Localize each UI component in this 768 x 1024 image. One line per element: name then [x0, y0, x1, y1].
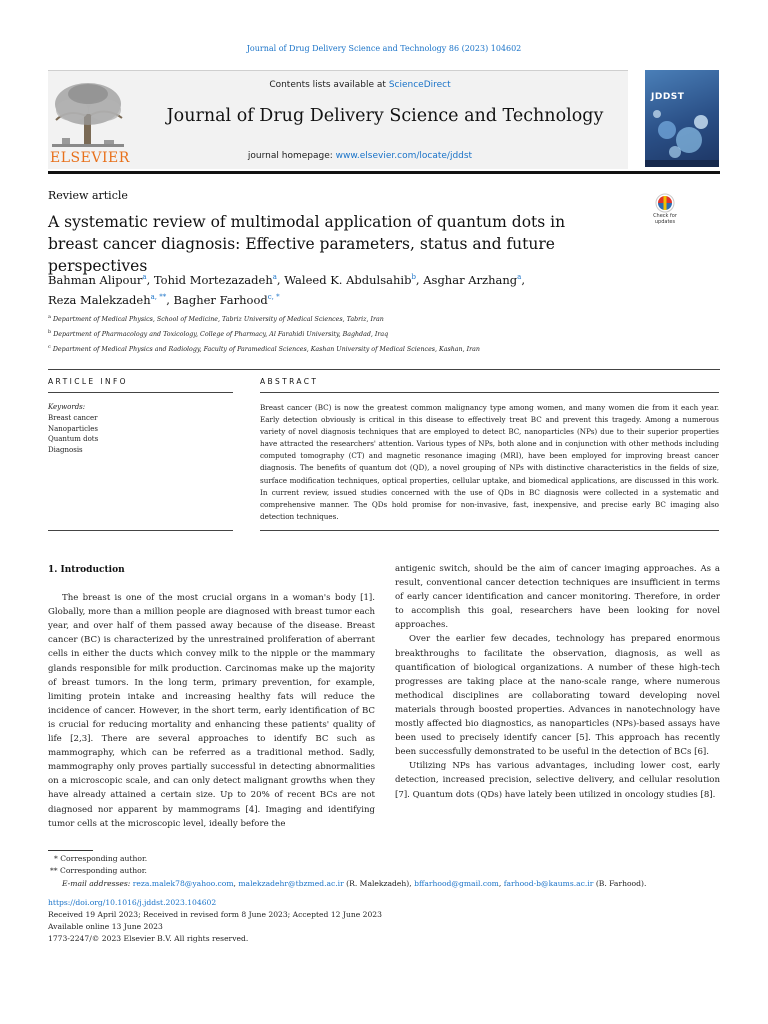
email-link[interactable]: reza.malek78@yahoo.com [132, 878, 234, 888]
affiliations [48, 311, 648, 356]
abstract-bottom-rule [260, 530, 719, 531]
body-paragraph: Utilizing NPs has various advantages, including lower cost, early detection, increased precision, selective delivery, and cellular resolution [7]. Quantum dots (QDs) have lately been utilized in oncology studies [8]. [395, 761, 720, 800]
publication-info [48, 897, 720, 945]
affiliation-item [48, 311, 648, 326]
author-affiliation-mark[interactable]: a [517, 273, 522, 281]
footnote-corresponding-1: * Corresponding author. [54, 854, 148, 863]
article-info-heading: ARTICLE INFO [48, 377, 128, 386]
affiliation-key: c [48, 344, 51, 351]
body-paragraph: antigenic switch, should be the aim of cancer imaging approaches. As a result, conventional cancer detection techniques are insufficient in terms of early cancer identification and cancer monitoring. Therefore, in order to accomplish this goal, researchers have been looking for novel approaches. [395, 564, 720, 631]
keywords-block [48, 402, 228, 456]
journal-homepage-line [160, 151, 560, 161]
footnote-emails: E-mail addresses: reza.malek78@yahoo.com, malekzadehr@tbzmed.ac.ir (R. Malekzadeh), bffarhood@gmail.com, farhood-b@kaums.ac.ir (B. Farhood). [62, 878, 647, 888]
keyword-item: Quantum dots [48, 435, 99, 444]
email-owner: (R. Malekzadeh), [346, 878, 412, 888]
footnote-corresponding-2: ** Corresponding author. [50, 866, 147, 876]
author-name[interactable]: Tohid Mortezazadeh [153, 272, 273, 287]
abstract-rule [260, 392, 719, 393]
masthead-rule [48, 171, 720, 174]
journal-title: Journal of Drug Delivery Science and Technology [166, 106, 604, 126]
doi-link[interactable]: https://doi.org/10.1016/j.jddst.2023.104602 [48, 898, 217, 907]
author-affiliation-mark[interactable]: a [142, 273, 147, 281]
body-right-column [395, 562, 720, 802]
email-label: E-mail addresses: [62, 878, 131, 888]
author-affiliation-mark[interactable]: a [272, 273, 277, 281]
body-left-column [48, 563, 375, 831]
sciencedirect-link[interactable]: ScienceDirect [388, 80, 451, 90]
article-title: A systematic review of multimodal application of quantum dots in breast cancer diagnosis: Effective parameters, status and future perspectives [48, 213, 566, 275]
author-separator: , [415, 272, 424, 287]
footnote-rule [48, 850, 93, 851]
elsevier-wordmark: ELSEVIER [50, 150, 130, 166]
email-link[interactable]: malekzadehr@tbzmed.ac.ir [238, 878, 344, 888]
author-affiliation-mark[interactable]: b [411, 273, 416, 281]
available-online: Available online 13 June 2023 [48, 922, 163, 931]
section-divider [48, 369, 720, 370]
author-name[interactable]: Asghar Arzhang [423, 272, 518, 287]
body-paragraph: The breast is one of the most crucial organs in a woman's body [1]. Globally, more than a million people are diagnosed with breast tumor each year, and over half of them passed away because of the disease. Breast cancer (BC) is characterized by the unrestrained proliferation of aberrant cells in either the ducts which convey milk to the nipple or the mammary glands responsible for milk production. Carcinomas make up the majority of breast tumors. In the long term, primary prevention, for example, limiting protein intake and increasing healthy fats will reduce the incidence of cancer. However, in the short term, early identification of BC is crucial for reducing mortality and enhancing these patients' quality of life [2,3]. There are several approaches to identify BC such as mammography, which can be referred as a traditional method. Sadly, mammography only proves partially successful in detecting abnormalities on a microscopic scale, and can only detect malignant growths when they have already attained a certain size. Up to 20% of recent BCs are not diagnosed nor apparent by mammograms [4]. Imaging and identifying tumor cells at the microscopic level, ideally before the [48, 593, 375, 829]
author-separator: , [276, 272, 285, 287]
keywords-label: Keywords: [48, 403, 86, 411]
email-link[interactable]: bffarhood@gmail.com [414, 878, 499, 888]
affiliation-key: b [48, 329, 52, 336]
article-info-rule [48, 392, 233, 393]
author-name[interactable]: Bagher Farhood [173, 292, 268, 307]
cover-title: JDDST [651, 92, 685, 102]
email-link[interactable]: farhood-b@kaums.ac.ir [503, 878, 594, 888]
email-owner: (B. Farhood). [595, 878, 647, 888]
author-affiliation-mark[interactable]: c, * [267, 292, 280, 301]
affiliation-item [48, 326, 648, 341]
author-name[interactable]: Reza Malekzadeh [48, 292, 151, 307]
keyword-item: Diagnosis [48, 446, 83, 455]
abstract-heading: ABSTRACT [260, 377, 319, 386]
author-separator: , [166, 292, 174, 307]
received-dates: Received 19 April 2023; Received in revised form 8 June 2023; Accepted 12 June 2023 [48, 910, 382, 919]
cover-artwork-icon [645, 70, 719, 167]
author-name[interactable]: Bahman Alipour [48, 272, 143, 287]
affiliation-text: Department of Medical Physics and Radiology, Faculty of Paramedical Sciences, Kashan University of Medical Sciences, Kashan, Iran [52, 346, 480, 354]
footnotes [48, 853, 720, 890]
section-heading-introduction: 1. Introduction [48, 565, 125, 575]
crossmark-icon[interactable] [648, 193, 682, 231]
copyright: 1773-2247/© 2023 Elsevier B.V. All rights reserved. [48, 934, 249, 943]
article-type: Review article [48, 189, 128, 202]
crossmark-line1: Check for [653, 213, 677, 219]
article-info-bottom-rule [48, 530, 233, 531]
contents-line [160, 80, 560, 90]
abstract-body: Breast cancer (BC) is now the greatest common malignancy type among women, and many women die from it each year. Early detection obviously is critical in this disease to effectively treat BC and prevent this tragedy. Among a numerous variety of novel diagnosis techniques that are employed to detect BC, nanoparticles (NPs) due to their superior properties have attracted the researchers' attention. Various types of NPs, both alone and in conjunction with other methods including computed tomography (CT) and magnetic resonance imaging (MRI), have been employed for improving breast cancer diagnosis. The benefits of quantum dot (QD), a novel grouping of NPs with distinctive characteristics in the fields of size, surface modification techniques, optical properties, cellular uptake, and biomedical applications, are discussed in this work. In current review, issued studies concerned with the use of QDs in BC diagnosis were collected in a systematic and comprehensive manner. The QDs hold promise for non-invasive, fast, inexpensive, and precise early BC imaging also detection techniques. [260, 403, 719, 521]
keyword-item: Nanoparticles [48, 424, 98, 433]
affiliation-item [48, 341, 648, 356]
author-separator: , [521, 272, 525, 287]
homepage-prefix: journal homepage: [247, 151, 336, 161]
body-paragraph: Over the earlier few decades, technology has prepared enormous breakthroughs to facilitate the observation, diagnosis, as well as quantification of biological organizations. A number of these high-tech progresses are taking place at the nano-scale range, where numerous methodical disciplines are collaborating toward developing novel materials through boosted properties. Advances in nanotechnology have mostly affected bio diagnostics, as nanoparticles (NPs)-based assays have been used to precisely identify cancer [5]. This approach has recently been successfully demonstrated to be useful in the detection of BCs [6]. [395, 634, 720, 758]
crossmark-label[interactable] [644, 213, 686, 225]
author-affiliation-mark[interactable]: a, ** [150, 292, 167, 301]
author-list [48, 269, 648, 309]
author-name[interactable]: Waleed K. Abdulsahib [284, 272, 412, 287]
crossmark-line2: updates [654, 219, 676, 225]
affiliation-text: Department of Pharmacology and Toxicology, College of Pharmacy, Al Farahidi University, Baghdad, Iraq [53, 331, 389, 339]
contents-prefix: Contents lists available at [269, 80, 389, 90]
affiliation-text: Department of Medical Physics, School of Medicine, Tabriz University of Medical Sciences, Tabriz, Iran [53, 316, 384, 324]
journal-cover-thumbnail[interactable] [645, 70, 719, 167]
running-header[interactable]: Journal of Drug Delivery Science and Technology 86 (2023) 104602 [246, 44, 522, 53]
affiliation-key: a [48, 314, 51, 320]
keyword-item: Breast cancer [48, 413, 98, 422]
journal-homepage-link[interactable]: www.elsevier.com/locate/jddst [335, 151, 473, 161]
author-separator: , [146, 272, 154, 287]
